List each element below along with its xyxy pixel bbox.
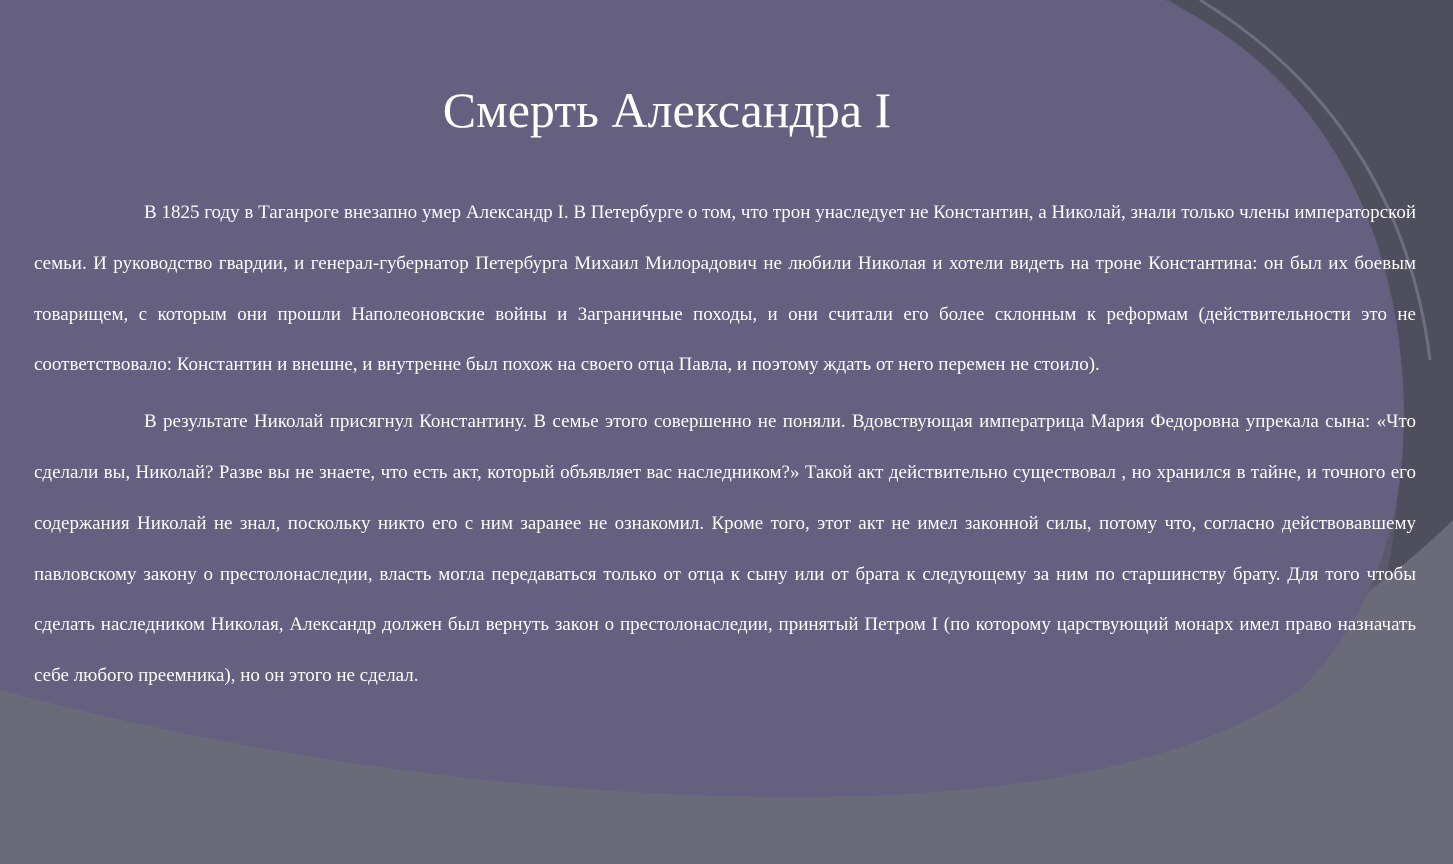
- slide-body: [34, 188, 1416, 702]
- body-paragraph-1: В 1825 году в Таганроге внезапно умер Александр I. В Петербурге о том, что трон унаследует не Константин, а Николай, знали только члены императорской семьи. И руководство гвардии, и генерал-губернатор Петербурга Михаил Милорадович не любили Николая и хотели видеть на троне Константина: он был их боевым товарищем, с которым они прошли Наполеоновские войны и Заграничные походы, и они считали его более склонным к реформам (действительности это не соответствовало: Константин и внешне, и внутренне был похож на своего отца Павла, и поэтому ждать от него перемен не стоило).: [34, 202, 1416, 376]
- slide-title: Смерть Александра I: [442, 82, 892, 138]
- body-paragraph-2: В результате Николай присягнул Константину. В семье этого совершенно не поняли. Вдовствующая императрица Мария Федоровна упрекала сына: «Что сделали вы, Николай? Разве вы не знаете, что есть акт, который объявляет вас наследником?» Такой акт действительно существовал , но хранился в тайне, и точного его содержания Николай не знал, поскольку никто его с ним заранее не ознакомил. Кроме того, этот акт не имел законной силы, потому что, согласно действовавшему павловскому закону о престолонаследии, власть могла передаваться только от отца к сыну или от брата к следующему за ним по старшинству брату. Для того чтобы сделать наследником Николая, Александр должен был вернуть закон о престолонаследии, принятый Петром I (по которому царствующий монарх имел право назначать себе любого преемника), но он этого не сделал.: [34, 411, 1416, 687]
